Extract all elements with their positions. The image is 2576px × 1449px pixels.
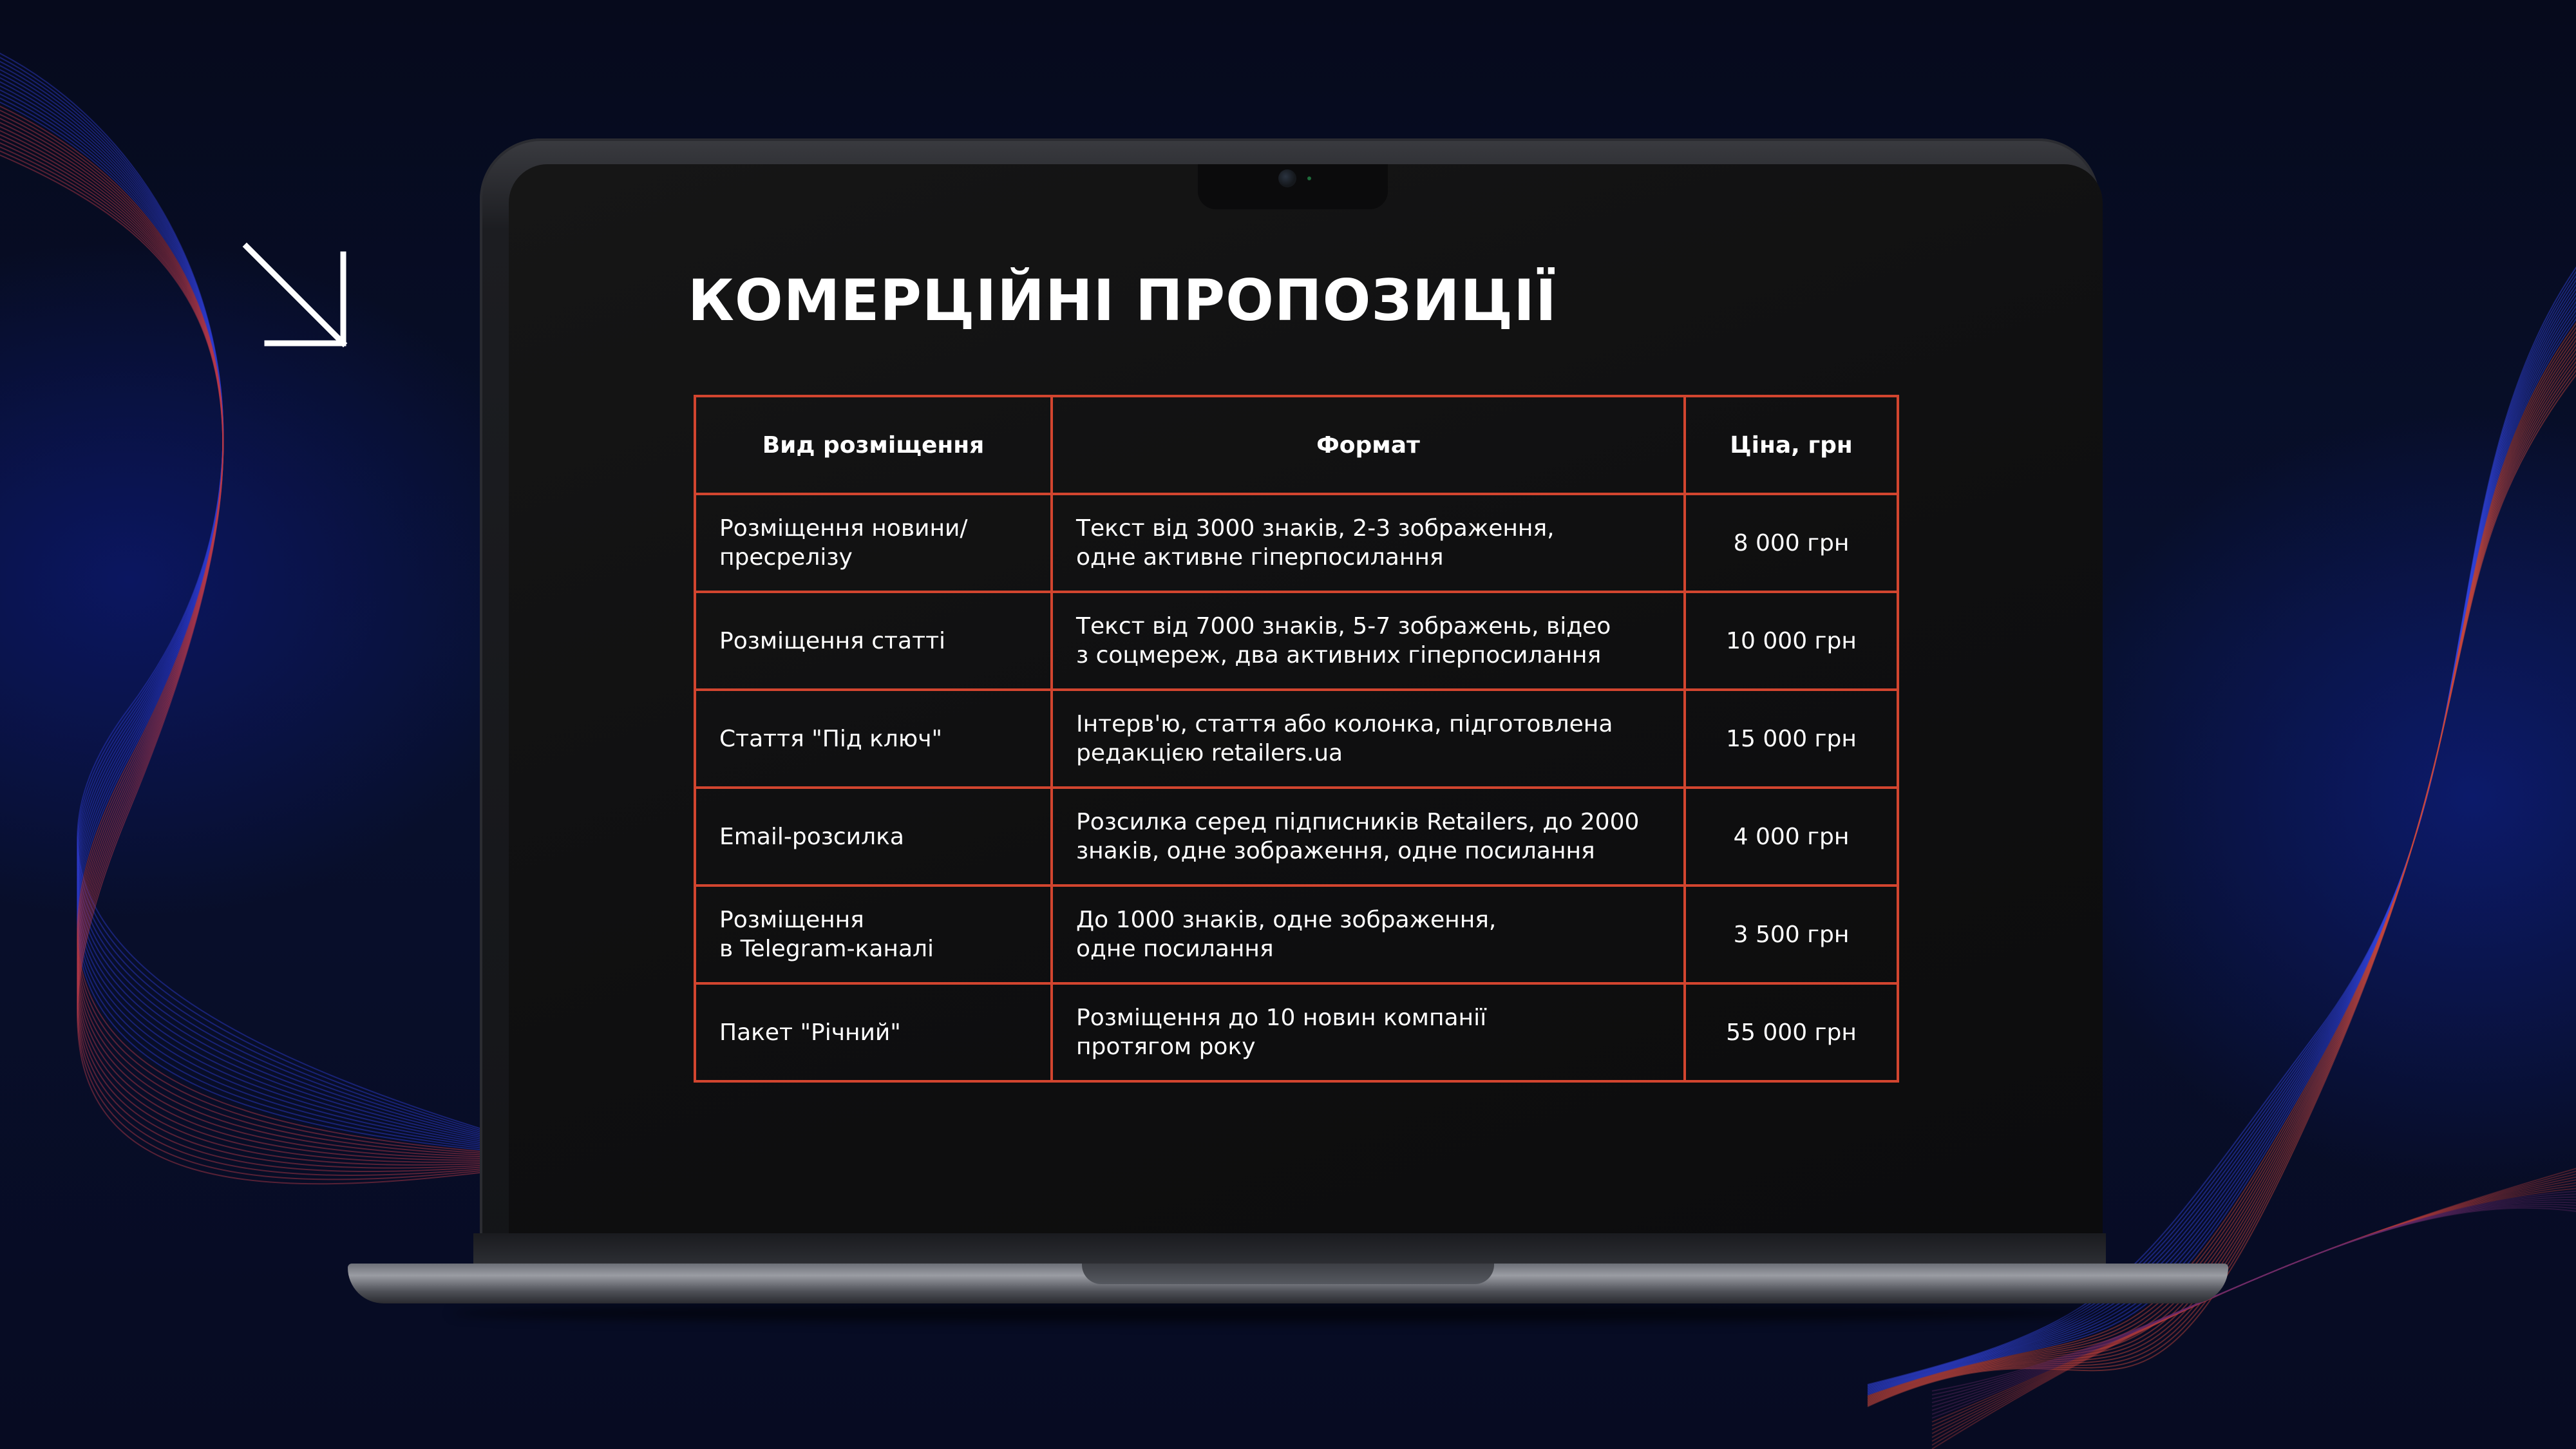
- column-header-format: Формат: [1052, 396, 1685, 494]
- arrow-down-right-icon: [242, 242, 351, 351]
- laptop-shadow: [451, 1303, 2125, 1323]
- camera-icon: [1278, 169, 1296, 187]
- cell-format: Текст від 7000 знаків, 5-7 зображень, відео з соцмереж, два активних гіперпосилання: [1052, 592, 1685, 690]
- cell-format: Розміщення до 10 новин компанії протягом року: [1052, 983, 1685, 1081]
- page-title: КОМЕРЦІЙНІ ПРОПОЗИЦІЇ: [688, 267, 1557, 334]
- cell-price: 3 500 грн: [1685, 886, 1898, 983]
- cell-type: Пакет "Річний": [695, 983, 1052, 1081]
- table-row: [695, 788, 1898, 886]
- cell-format: До 1000 знаків, одне зображення, одне посилання: [1052, 886, 1685, 983]
- offers-table: [694, 395, 1899, 1083]
- cell-price: 15 000 грн: [1685, 690, 1898, 788]
- table-row: [695, 592, 1898, 690]
- table-row: [695, 886, 1898, 983]
- cell-type: Розміщення новини/ пресрелізу: [695, 494, 1052, 592]
- cell-type: Розміщення статті: [695, 592, 1052, 690]
- cell-price: 55 000 грн: [1685, 983, 1898, 1081]
- camera-led-icon: [1307, 176, 1311, 180]
- column-header-price: Ціна, грн: [1685, 396, 1898, 494]
- cell-format: Текст від 3000 знаків, 2-3 зображення, одне активне гіперпосилання: [1052, 494, 1685, 592]
- cell-format: Розсилка серед підписників Retailers, до 2000 знаків, одне зображення, одне посилання: [1052, 788, 1685, 886]
- table-row: [695, 690, 1898, 788]
- laptop-opening-groove: [1082, 1264, 1494, 1284]
- cell-price: 4 000 грн: [1685, 788, 1898, 886]
- cell-type: Розміщення в Telegram-каналі: [695, 886, 1052, 983]
- cell-price: 10 000 грн: [1685, 592, 1898, 690]
- table-header-row: [695, 396, 1898, 494]
- cell-price: 8 000 грн: [1685, 494, 1898, 592]
- cell-format: Інтерв'ю, стаття або колонка, підготовлена редакцією retailers.ua: [1052, 690, 1685, 788]
- column-header-type: Вид розміщення: [695, 396, 1052, 494]
- cell-type: Стаття "Під ключ": [695, 690, 1052, 788]
- table-row: [695, 983, 1898, 1081]
- table-row: [695, 494, 1898, 592]
- cell-type: Email-розсилка: [695, 788, 1052, 886]
